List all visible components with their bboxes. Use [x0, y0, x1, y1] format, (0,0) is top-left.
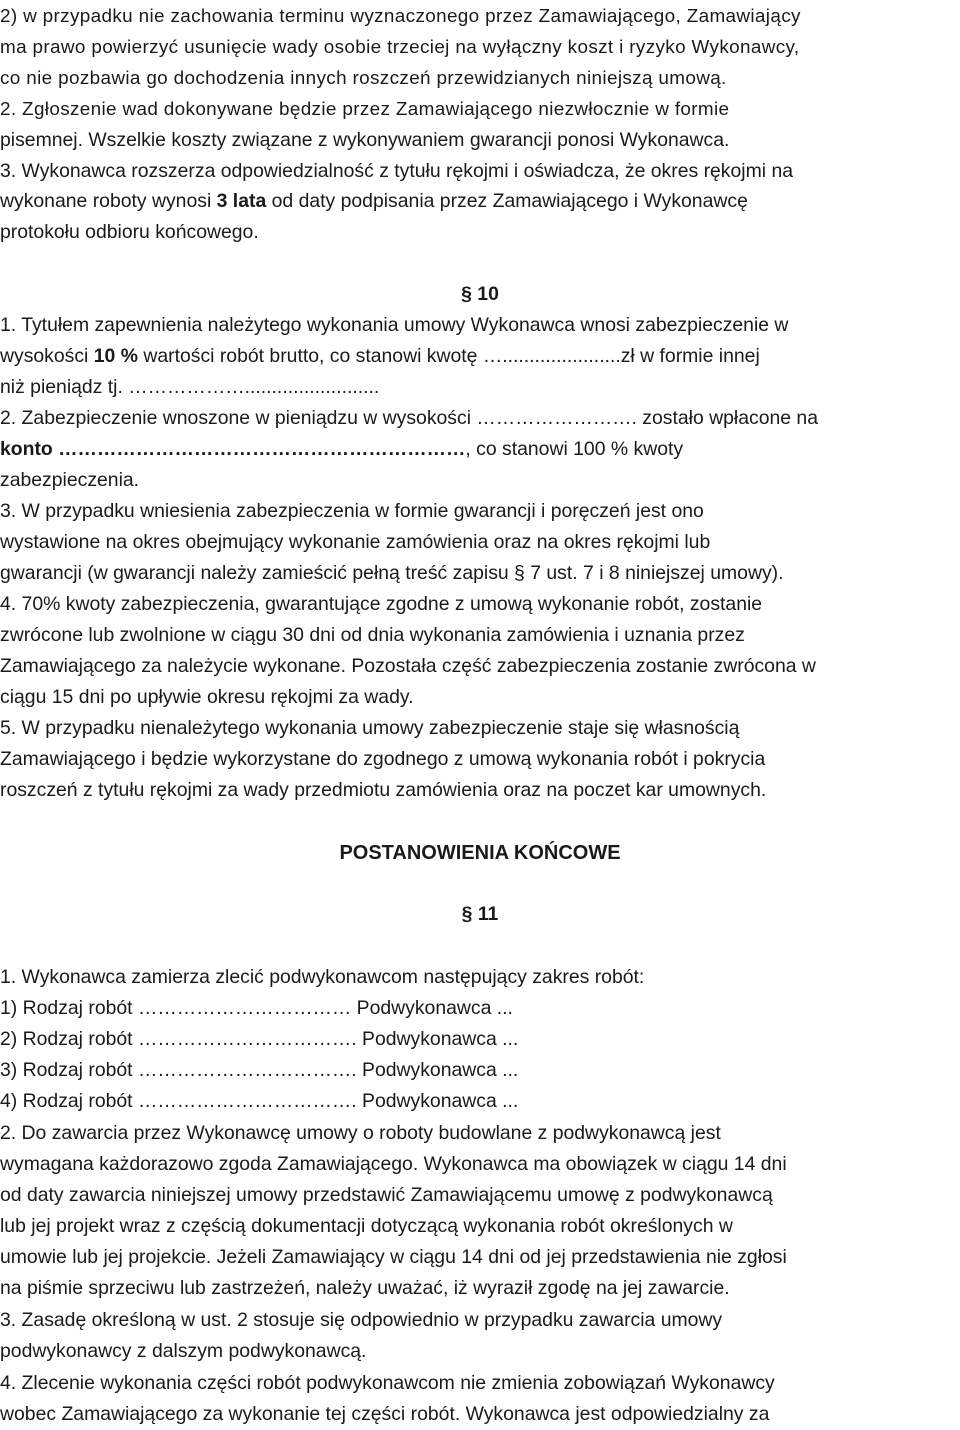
text-line: [0, 341, 960, 372]
list-item: 3) Rodzaj robót ……………………………. Podwykonawca ...: [0, 1059, 519, 1081]
text-line: Zamawiającego i będzie wykorzystane do zgodnego z umową wykonania robót i pokrycia: [0, 748, 766, 770]
text-line: 1. Wykonawca zamierza zlecić podwykonawcom następujący zakres robót:: [0, 966, 645, 988]
list-item: 4) Rodzaj robót ……………………………. Podwykonawca ...: [0, 1090, 519, 1112]
text-line: umowie lub jej projekcie. Jeżeli Zamawiający w ciągu 14 dni od jej przedstawienia nie zgłosi: [0, 1246, 787, 1268]
text-line: co nie pozbawia go dochodzenia innych roszczeń przewidzianych niniejszą umową.: [0, 68, 727, 89]
text-line: [0, 186, 960, 217]
text-line: od daty zawarcia niniejszej umowy przedstawić Zamawiającemu umowę z podwykonawcą: [0, 1184, 773, 1206]
text-line: zwrócone lub zwolnione w ciągu 30 dni od dnia wykonania zamówienia i uznania przez: [0, 624, 745, 646]
text-segment: wykonane roboty wynosi: [0, 190, 217, 212]
section-title: POSTANOWIENIA KOŃCOWE: [339, 842, 621, 864]
text-line: [0, 434, 960, 465]
text-line: gwarancji (w gwarancji należy zamieścić pełną treść zapisu § 7 ust. 7 i 8 niniejszej umowy).: [0, 562, 784, 584]
text-line: 2) w przypadku nie zachowania terminu wyznaczonego przez Zamawiającego, Zamawiający: [0, 6, 801, 27]
text-line: zabezpieczenia.: [0, 469, 140, 491]
text-segment: od daty podpisania przez Zamawiającego i Wykonawcę: [266, 190, 748, 212]
text-line: wobec Zamawiającego za wykonanie tej części robót. Wykonawca jest odpowiedzialny za: [0, 1403, 770, 1425]
text-line: 2. Zgłoszenie wad dokonywane będzie przez Zamawiającego niezwłocznie w formie: [0, 99, 730, 120]
text-line: wymagana każdorazowo zgoda Zamawiającego. Wykonawca ma obowiązek w ciągu 14 dni: [0, 1153, 787, 1175]
list-item: 2) Rodzaj robót ……………………………. Podwykonawca ...: [0, 1028, 519, 1050]
text-line: 5. W przypadku nienależytego wykonania umowy zabezpieczenie staje się własnością: [0, 717, 740, 739]
text-line: roszczeń z tytułu rękojmi za wady przedmiotu zamówienia oraz na poczet kar umownych.: [0, 779, 767, 801]
section-heading-11: [0, 899, 960, 930]
text-line: Zamawiającego za należycie wykonane. Pozostała część zabezpieczenia zostanie zwrócona w: [0, 655, 816, 677]
text-line: lub jej projekt wraz z częścią dokumentacji dotyczącą wykonania robót określonych w: [0, 1215, 733, 1237]
text-line: pisemnej. Wszelkie koszty związane z wykonywaniem gwarancji ponosi Wykonawca.: [0, 129, 730, 151]
section-number: 11: [477, 903, 499, 925]
text-line: 2. Zabezpieczenie wnoszone w pieniądzu w wysokości ……………………. zostało wpłacone na: [0, 407, 819, 429]
text-segment: wysokości: [0, 345, 94, 367]
text-line: 4. 70% kwoty zabezpieczenia, gwarantujące zgodne z umową wykonanie robót, zostanie: [0, 593, 763, 615]
bold-term: 10 %: [93, 345, 138, 367]
text-line: na piśmie sprzeciwu lub zastrzeżeń, należy uważać, iż wyraził zgodę na jej zawarcie.: [0, 1277, 730, 1299]
text-line: 3. W przypadku wniesienia zabezpieczenia w formie gwarancji i poręczeń jest ono: [0, 500, 704, 522]
text-line: ciągu 15 dni po upływie okresu rękojmi za wady.: [0, 686, 414, 708]
text-line: wystawione na okres obejmujący wykonanie zamówienia oraz na okres rękojmi lub: [0, 531, 711, 553]
text-line: 3. Wykonawca rozszerza odpowiedzialność z tytułu rękojmi i oświadcza, że okres rękojmi na: [0, 160, 794, 182]
text-line: 2. Do zawarcia przez Wykonawcę umowy o roboty budowlane z podwykonawcą jest: [0, 1122, 721, 1144]
text-segment: wartości robót brutto, co stanowi kwotę …......................zł w formie innej: [137, 345, 760, 367]
text-line: protokołu odbioru końcowego.: [0, 221, 259, 243]
list-item: 1) Rodzaj robót …………………………… Podwykonawca ...: [0, 997, 513, 1019]
section-heading-10: [0, 279, 960, 310]
section-mark: §: [461, 903, 473, 925]
bold-term: konto ………………………………………………………: [0, 438, 466, 460]
bold-term: 3 lata: [216, 190, 267, 212]
text-line: 4. Zlecenie wykonania części robót podwykonawcom nie zmienia zobowiązań Wykonawcy: [0, 1372, 775, 1394]
text-segment: , co stanowi 100 % kwoty: [465, 438, 684, 460]
text-line: 3. Zasadę określoną w ust. 2 stosuje się odpowiednio w przypadku zawarcia umowy: [0, 1309, 723, 1331]
section-mark: §: [461, 283, 472, 305]
text-line: podwykonawcy z dalszym podwykonawcą.: [0, 1340, 367, 1362]
text-line: ma prawo powierzyć usunięcie wady osobie trzeciej na wyłączny koszt i ryzyko Wykonawcy,: [0, 37, 800, 58]
text-line: niż pieniądz tj. ……………….........................: [0, 376, 380, 398]
section-number: 10: [477, 283, 499, 305]
text-line: 1. Tytułem zapewnienia należytego wykonania umowy Wykonawca wnosi zabezpieczenie w: [0, 314, 789, 336]
